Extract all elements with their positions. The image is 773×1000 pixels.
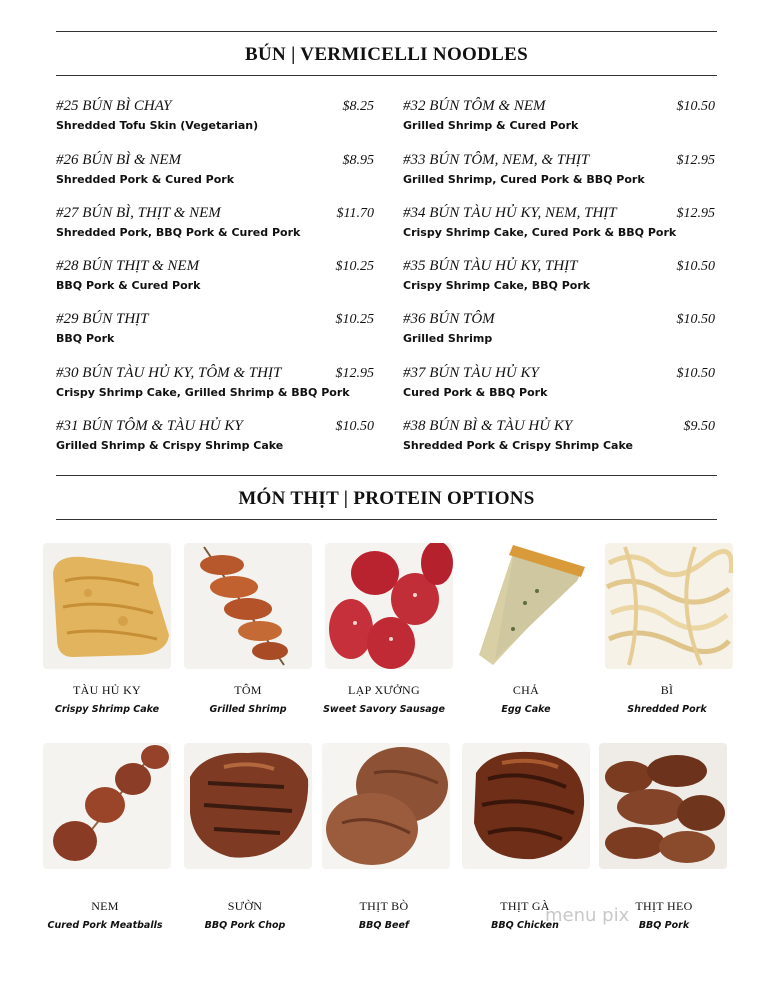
menu-item [403,365,715,399]
protein-name: THỊT BÒ [359,899,409,913]
menu-item [56,418,374,452]
item-name: #25 BÚN BÌ CHAY [56,98,172,114]
protein-label [314,899,454,931]
protein-label [456,683,596,715]
protein-name: TÀU HỦ KY [72,683,142,697]
section2-top-rule [56,475,717,476]
meatballs-photo [43,743,171,869]
protein-label [175,899,315,931]
item-name: #32 BÚN TÔM & NEM [403,98,546,114]
menu-item [56,311,374,345]
chicken-photo [462,743,590,869]
item-name: #36 BÚN TÔM [403,311,495,327]
section-title-proteins: MÓN THỊT | PROTEIN OPTIONS [238,488,535,509]
item-price: $12.95 [676,206,715,221]
protein-label [37,683,177,715]
top-rule [56,31,717,32]
item-desc: Shredded Pork & Crispy Shrimp Cake [403,439,633,452]
menu-item [403,205,715,239]
protein-label [35,899,175,931]
protein-name: THỊT GÀ [500,899,550,913]
item-desc: Shredded Tofu Skin (Vegetarian) [56,119,259,132]
protein-desc: Shredded Pork [627,704,707,715]
protein-label [178,683,318,715]
item-name: #38 BÚN BÌ & TÀU HỦ KY [403,418,573,434]
item-name: #30 BÚN TÀU HỦ KY, TÔM & THỊT [56,365,282,381]
menu-item [403,418,715,452]
item-name: #29 BÚN THỊT [56,311,149,327]
protein-name: TÔM [234,683,262,697]
protein-desc: BBQ Beef [358,920,410,931]
item-desc: Crispy Shrimp Cake, BBQ Pork [403,279,591,292]
egg-cake-photo [465,543,593,669]
protein-name: THỊT HEO [635,899,693,913]
menu-item [56,152,374,186]
bbq-pork-photo [599,743,727,869]
section-title-vermicelli: BÚN | VERMICELLI NOODLES [245,44,528,65]
protein-desc: Grilled Shrimp [209,704,287,715]
menu-item [403,258,715,292]
item-name: #34 BÚN TÀU HỦ KY, NEM, THỊT [403,205,617,221]
menu-item [403,311,715,345]
protein-desc: Sweet Savory Sausage [323,704,445,715]
protein-desc: BBQ Pork [638,920,690,931]
shrimp-cake-photo [43,543,171,669]
item-price: $8.95 [342,153,374,168]
item-price: $9.50 [683,419,715,434]
menu-item [56,98,374,132]
item-name: #31 BÚN TÔM & TÀU HỦ KY [56,418,243,434]
menu-item [56,258,374,292]
item-price: $10.50 [676,259,715,274]
item-price: $8.25 [342,99,374,114]
item-price: $12.95 [676,153,715,168]
item-name: #26 BÚN BÌ & NEM [56,152,181,168]
item-desc: Shredded Pork, BBQ Pork & Cured Pork [56,226,301,239]
beef-photo [322,743,450,869]
item-price: $10.25 [335,259,374,274]
item-desc: Cured Pork & BBQ Pork [403,386,548,399]
item-desc: BBQ Pork [56,332,115,345]
item-name: #27 BÚN BÌ, THỊT & NEM [56,205,221,221]
item-desc: Grilled Shrimp & Crispy Shrimp Cake [56,439,284,452]
item-name: #35 BÚN TÀU HỦ KY, THỊT [403,258,578,274]
item-name: #37 BÚN TÀU HỦ KY [403,365,539,381]
protein-name: BÌ [660,683,674,697]
menu-item [56,365,374,399]
item-desc: Grilled Shrimp, Cured Pork & BBQ Pork [403,173,645,186]
item-name: #33 BÚN TÔM, NEM, & THỊT [403,152,590,168]
shredded-pork-photo [605,543,733,669]
item-desc: Crispy Shrimp Cake, Grilled Shrimp & BBQ Pork [56,386,350,399]
section1-under-rule [56,75,717,76]
protein-desc: Crispy Shrimp Cake [54,704,160,715]
pork-chop-photo [184,743,312,869]
item-desc: Crispy Shrimp Cake, Cured Pork & BBQ Pork [403,226,677,239]
item-price: $10.25 [335,312,374,327]
item-desc: Grilled Shrimp [403,332,493,345]
item-price: $10.50 [676,366,715,381]
protein-name: NEM [91,899,119,913]
item-price: $10.50 [335,419,374,434]
item-desc: Grilled Shrimp & Cured Pork [403,119,579,132]
item-price: $10.50 [676,312,715,327]
item-name: #28 BÚN THỊT & NEM [56,258,200,274]
protein-label [314,683,454,715]
item-desc: BBQ Pork & Cured Pork [56,279,201,292]
protein-desc: Egg Cake [501,704,551,715]
menu-item [403,98,715,132]
protein-name: LẠP XƯỞNG [348,683,420,697]
menu-item [403,152,715,186]
item-price: $12.95 [335,366,374,381]
item-desc: Shredded Pork & Cured Pork [56,173,235,186]
protein-desc: BBQ Pork Chop [204,920,286,931]
grilled-shrimp-photo [184,543,312,669]
protein-name: SƯỜN [227,899,263,913]
section2-under-rule [56,519,717,520]
protein-label [597,683,737,715]
item-price: $11.70 [336,206,374,221]
protein-name: CHẢ [512,683,540,697]
item-price: $10.50 [676,99,715,114]
watermark: menu pix [545,905,630,926]
protein-desc: Cured Pork Meatballs [47,920,163,931]
sausage-photo [325,543,453,669]
protein-desc: BBQ Chicken [491,920,559,931]
menu-item [56,205,374,239]
